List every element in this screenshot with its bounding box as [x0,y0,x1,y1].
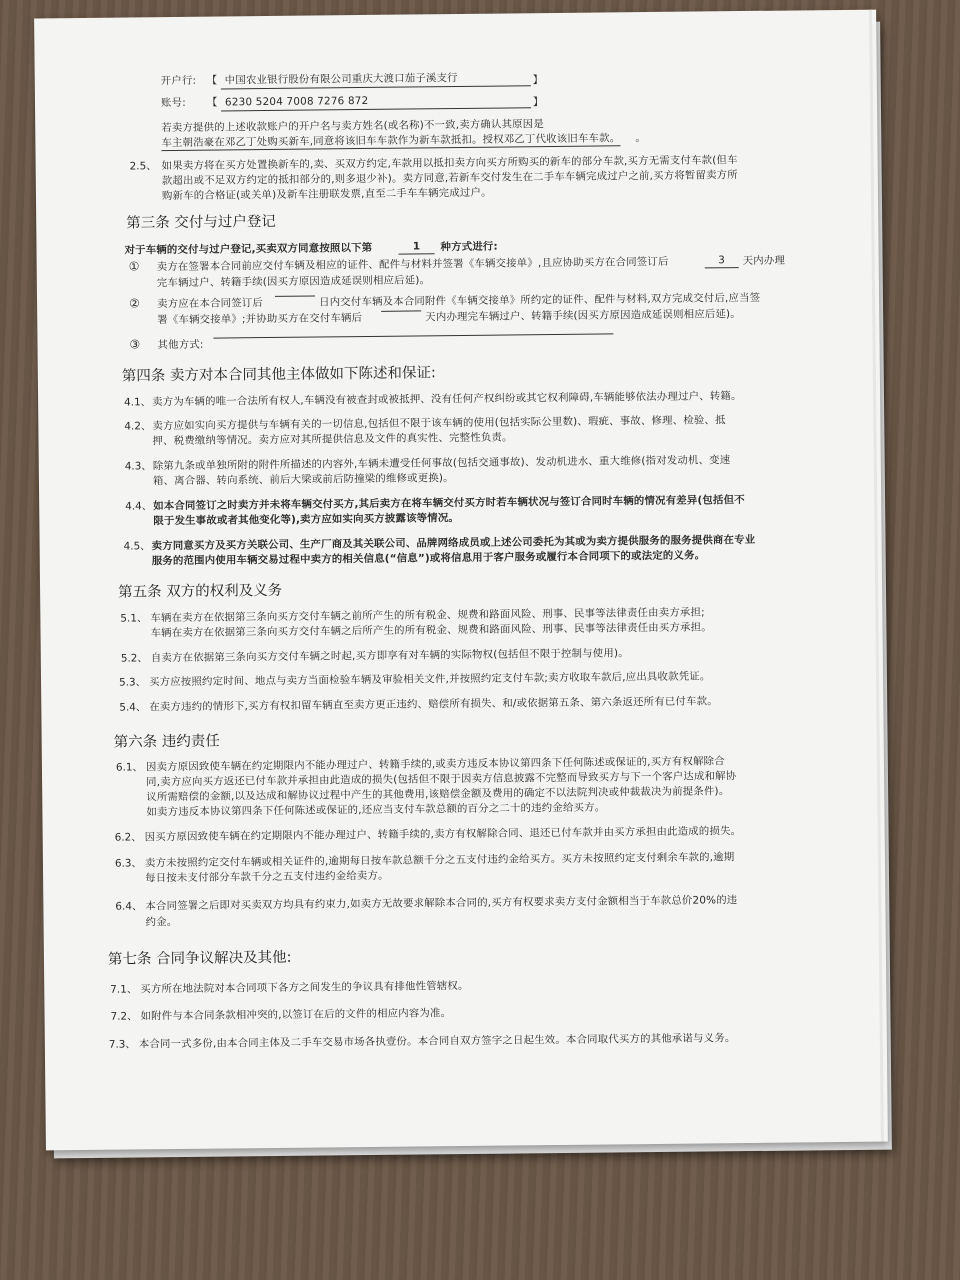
option-1-mark: ① [128,259,140,274]
bank-bracket-open: 【 [206,74,218,87]
clause-4-4-line-1: 如本合同签订之时卖方并未将车辆交付买方,其后卖方在将车辆交付买方时若车辆状况与签订合同时车辆的情况有差异(包括但不 [153,494,745,513]
option-2-mark: ② [129,296,140,311]
clause-6-4-number: 6.4、 [115,900,143,913]
option-3-mark: ③ [129,337,141,352]
option-3-blank [213,333,613,338]
clause-4-2-line-1: 卖方应如实向买方提供与车辆有关的一切信息,包括但不限于该车辆的使用(包括实际公里数)、瑕疵、事故、修理、检验、抵 [152,414,726,433]
clause-4-5-line-2: 服务的范围内使用车辆交易过程中卖方的相关信息(“信息”)或将信息用于客户服务或履行本合同项下的或法定的义务。 [151,549,706,568]
option-2-transfer-days-blank [381,310,421,311]
clause-2-5-line-1: 如果卖方将在买方处置换新车的,卖、买双方约定,车款用以抵扣卖方向买方所购买的新车的部分车款,买方无需支付车款(但车 [161,154,738,173]
note-line-1: 若卖方提供的上述收款账户的开户名与卖方姓名(或名称)不一致,卖方确认其原因是 [161,118,544,135]
account-label: 账号: [160,96,186,110]
clause-5-2-line-1: 自卖方在依据第三条向买方交付车辆之时起,买方即享有对车辆的实际物权(包括但不限于控制与使用)。 [150,647,629,665]
clause-7-3-line-1: 本合同一式多份,由本合同主体及二手车交易市场各执壹份。本合同自双方签字之日起生效。本合同取代买方的其他承诺与义务。 [138,1032,736,1051]
clause-5-1-number: 5.1、 [120,612,148,625]
bank-label: 开户行: [160,74,197,88]
bank-name: 中国农业银行股份有限公司重庆大渡口茄子溪支行 [224,72,458,87]
section-3-choice: 1 [398,240,434,254]
note-line-2: 车主朝浩豪在邓乙丁处购买新车,同意将该旧车车款作为新车款抵扣。授权邓乙丁代收该旧车车款。 [161,132,621,150]
clause-2-5-line-2: 款超出或不足双方约定的抵扣部分的,则多退少补)。卖方同意,若新车交付发生在二手车车辆完成过户之前,买方将暂留卖方所 [161,169,738,188]
option-2-days-blank [275,296,315,297]
account-number: 6230 5204 7008 7276 872 [224,94,369,109]
clause-5-2-number: 5.2、 [120,652,148,665]
clause-7-2-number: 7.2、 [110,1010,138,1023]
clause-5-3-number: 5.3、 [118,676,147,689]
clause-2-5-line-3: 购新车的合格证(或关单)及新车注册联发票,直至二手车车辆完成过户。 [161,186,492,203]
option-3-label: 其他方式: [157,338,204,352]
clause-4-2-number: 4.2、 [124,420,152,433]
account-bracket-close: 】 [532,96,544,109]
clause-7-3-number: 7.3、 [108,1038,136,1051]
option-2-line-1: 卖方应在本合同签订后 [157,297,264,311]
clause-6-1-line-2: 同,卖方应向买方返还已付车款并承担由此造成的损失(包括但不限于因卖方信息披露不完整而导致买方与下一个客户达成和解协 [146,770,737,789]
clause-4-4-line-2: 限于发生事故或者其他变化等),卖方应如实向买方披露该等情况。 [153,512,460,528]
clause-6-1-line-1: 因卖方原因致使车辆在约定期限内不能办理过户、转籍手续的,或卖方违反本协议第四条下任何陈述或保证的,买方有权解除合 [145,755,725,774]
bank-bracket-close: 】 [532,74,544,87]
contract-page [34,10,888,1151]
option-2-line-2: 署《车辆交接单》;并协助买方在交付车辆后 [157,312,363,327]
clause-6-3-line-2: 每日按未支付部分车款千分之五支付违约金给卖方。 [145,869,389,885]
section-3-title: 第三条 交付与过户登记 [126,213,276,232]
clause-6-4-line-1: 本合同签署之后即对买卖双方均具有约束力,如卖方无故要求解除本合同的,买方有权要求卖方支付金额相当于车款总价20%的违 [145,894,738,913]
option-1-days: 3 [705,254,739,268]
clause-6-3-number: 6.3、 [114,857,142,870]
clause-7-1-line-1: 买方所在地法院对本合同项下各方之间发生的争议具有排他性管辖权。 [140,979,469,996]
clause-4-4-number: 4.4、 [125,500,153,513]
section-4-title: 第四条 卖方对本合同其他主体做如下陈述和保证: [121,365,436,385]
clause-4-3-number: 4.3、 [124,460,152,473]
note-line-2-end: 。 [635,132,647,145]
clause-6-2-line-1: 因买方原因致使车辆在约定期限内不能办理过户、转籍手续的,卖方有权解除合同、退还已付车款并由买方承担由此造成的损失。 [144,825,742,844]
clause-6-2-number: 6.2、 [114,831,142,844]
clause-4-1-number: 4.1、 [124,396,152,409]
clause-7-2-line-1: 如附件与本合同条款相冲突的,以签订在后的文件的相应内容为准。 [140,1007,452,1023]
clause-6-1-number: 6.1、 [115,761,143,774]
clause-2-5-number: 2.5、 [129,160,157,173]
clause-5-4-number: 5.4、 [119,701,147,714]
option-2-line-2-end: 天内办理完车辆过户、转籍手续(因买方原因造成延误则相应后延)。 [425,308,741,324]
clause-5-1-line-1: 车辆在卖方在依据第三条向买方交付车辆之前所产生的所有税金、规费和路面风险、刑事、民事等法律责任由卖方承担; [150,606,705,625]
clause-5-3-line-1: 买方应按照约定时间、地点与卖方当面检验车辆及审验相关文件,并按照约定支付车款;卖方收取车款后,应出具收款凭证。 [148,670,711,689]
clause-5-1-line-2: 车辆在卖方在依据第三条向买方交付车辆之后所产生的所有税金、规费和路面风险、刑事、民事等法律责任由买方承担。 [150,621,712,640]
clause-4-3-line-2: 箱、离合器、转向系统、前后大梁或前后防撞梁的维修或更换)。 [152,472,454,488]
account-bracket-open: 【 [206,96,218,109]
option-2-line-1-end: 日内交付车辆及本合同附件《车辆交接单》所约定的证件、配件与材料,双方完成交付后,应当签 [319,291,761,309]
clause-6-3-line-1: 卖方未按照约定交付车辆或相关证件的,逾期每日按车款总额千分之五支付违约金给买方。买方未按照约定支付剩余车款的,逾期 [144,851,735,870]
clause-7-1-number: 7.1、 [110,983,138,996]
section-5-title: 第五条 双方的权利及义务 [118,582,283,601]
clause-5-4-line-1: 在卖方违约的情形下,买方有权扣留车辆直至卖方更正违约、赔偿所有损失、和/或依据第五条、第六条返还所有已付车款。 [149,695,718,714]
clause-4-2-line-2: 押、税费缴纳等情况。卖方应对其所提供信息及文件的真实性、完整性负责。 [152,431,513,448]
clause-4-1-line-1: 卖方为车辆的唯一合法所有权人,车辆没有被查封或被抵押、没有任何产权纠纷或其它权利障碍,车辆能够依法办理过户、转籍。 [152,390,742,409]
section-6-title: 第六条 违约责任 [113,733,220,751]
clause-4-3-line-1: 除第九条或单独所附的附件所描述的内容外,车辆未遭受任何事故(包括交通事故)、发动机进水、重大维修(指对发动机、变速 [152,454,731,473]
section-3-intro: 对于车辆的交付与过户登记,买卖双方同意按照以下第 [124,241,373,257]
option-1-line-1: 卖方在签署本合同前应交付车辆及相应的证件、配件与材料并签署《车辆交接单》,且应协助买方在合同签订后 [156,255,669,274]
clause-4-5-number: 4.5、 [123,540,151,553]
option-1-line-2: 完车辆过户、转籍手续(因买方原因造成延误则相应后延)。 [156,274,431,290]
option-1-line-1-end: 天内办理 [742,254,786,268]
clause-4-5-line-1: 卖方同意买方及买方关联公司、生产厂商及其关联公司、品牌网络成员或上述公司委托为其或为卖方提供服务的服务提供商在专业 [151,533,756,553]
clause-6-4-line-2: 约金。 [145,915,178,929]
section-7-title: 第七条 合同争议解决及其他: [107,949,292,968]
clause-6-1-line-3: 议所需赔偿的金额,以及达成和解协议过程中产生的其他费用,该赔偿金额及费用的确定不以法院判决或仲裁裁决为前提条件)。 [146,785,730,804]
clause-6-1-line-4: 如卖方违反本协议第四条下任何陈述或保证的,还应当支付车款总额的百分之二十的违约金给买方。 [146,801,606,819]
section-3-intro-end: 种方式进行: [440,240,498,254]
